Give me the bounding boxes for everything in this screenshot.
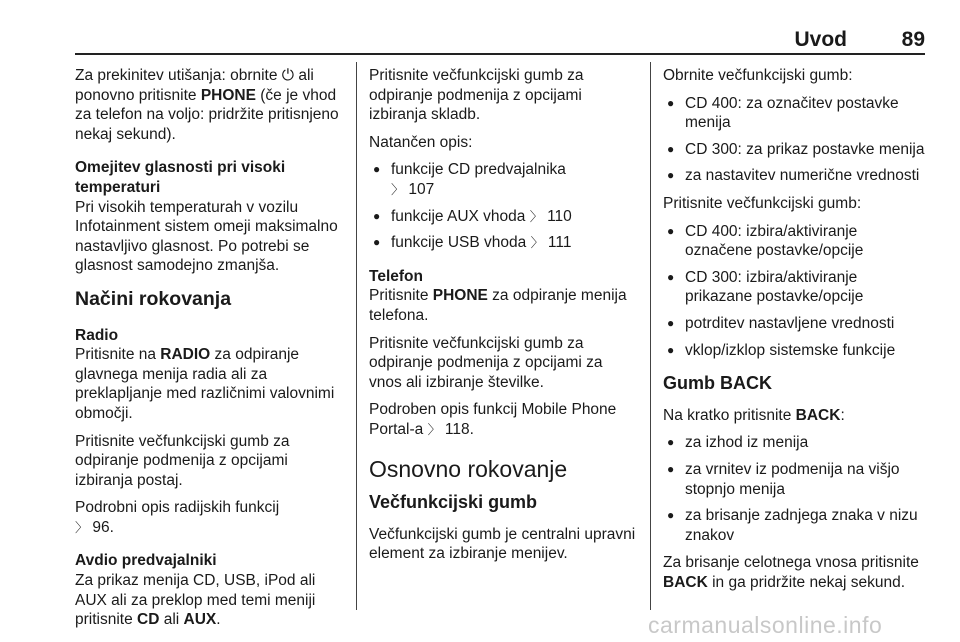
page-number: 89 (901, 28, 925, 51)
paragraph: Natančen opis: (369, 133, 473, 151)
list-item: ● za nastavitev numerične vrednosti (663, 166, 925, 186)
heading-audio: Avdio predvajalniki (75, 552, 217, 570)
paragraph: Pri visokih temperaturah v vozilu Infotainment sistem omeji maksimalno nastavljivo glasnost. Po potrebi se glasnost samodejno zmanjša. (75, 198, 338, 275)
button-label: BACK (663, 573, 708, 591)
column-2 (369, 66, 639, 572)
column-divider (650, 62, 651, 610)
button-label: RADIO (160, 346, 211, 364)
paragraph: Za prikaz menija CD, USB, iPod ali AUX ali za preklop med temi meniji pritisnite CD ali AUX. (75, 572, 316, 629)
column-divider (356, 62, 357, 610)
heading-multifunction-knob: Večfunkcijski gumb (369, 492, 538, 513)
button-label: PHONE (200, 86, 256, 104)
button-label: CD (137, 611, 160, 629)
heading-radio: Radio (75, 326, 119, 344)
page-reference[interactable]: 107 (408, 180, 435, 198)
bullet-list (663, 94, 925, 186)
paragraph: Na kratko pritisnite BACK: (663, 406, 845, 424)
reference-arrow-icon: 〉 (75, 519, 89, 535)
reference-arrow-icon: 〉 (391, 181, 405, 197)
list-item: ● vklop/izklop sistemske funkcije (663, 341, 925, 361)
list-item: ● funkcije AUX vhoda 〉 110 (369, 207, 639, 227)
button-label: AUX (183, 611, 217, 629)
heading-temperature: Omejitev glasnosti pri visoki temperaturi (75, 159, 286, 196)
page-reference[interactable]: 118. (444, 420, 474, 438)
column-1 (75, 66, 345, 638)
paragraph: Podroben opis funkcij Mobile Phone Portal-a 〉 118. (369, 401, 617, 438)
button-label: BACK (795, 406, 841, 424)
heading-basic-operation: Osnovno rokovanje (369, 455, 568, 482)
bullet-list (369, 160, 639, 252)
list-item: ● funkcije USB vhoda 〉 111 (369, 233, 639, 253)
header-rule (75, 53, 925, 55)
page-reference[interactable]: 96. (92, 518, 114, 536)
paragraph: Pritisnite večfunkcijski gumb za odpiranje podmenija z opcijami izbiranja postaj. (75, 432, 290, 489)
bullet-list (663, 433, 925, 545)
page-title: Uvod (794, 28, 847, 51)
paragraph: Obrnite večfunkcijski gumb: (663, 67, 853, 84)
paragraph: Podrobni opis radijskih funkcij 〉 96. (75, 499, 280, 536)
bullet-list (663, 222, 925, 361)
heading-telephone: Telefon (369, 267, 423, 285)
list-item: ● CD 400: izbira/aktiviranje označene postavke/opcije (663, 222, 925, 261)
paragraph: Pritisnite večfunkcijski gumb za odpiranje podmenija z opcijami izbiranja skladb. (369, 67, 584, 124)
reference-arrow-icon: 〉 (427, 421, 441, 437)
paragraph: Za prekinitev utišanja: obrnite ⏻ ali ponovno pritisnite PHONE (če je vhod za telefon na voljo: pridržite pritisnjeno nekaj sekund). (75, 67, 339, 143)
paragraph: Za brisanje celotnega vnosa pritisnite BACK in ga pridržite nekaj sekund. (663, 554, 919, 591)
power-icon: ⏻ (281, 67, 295, 84)
list-item: ● potrditev nastavljene vrednosti (663, 314, 925, 334)
list-item: ● CD 400: za označitev postavke menija (663, 94, 925, 133)
paragraph: Pritisnite PHONE za odpiranje menija telefona. (369, 287, 627, 324)
paragraph: Pritisnite večfunkcijski gumb: (663, 194, 862, 212)
watermark: carmanualsonline.info (648, 612, 883, 638)
heading-back-button: Gumb BACK (663, 373, 772, 394)
paragraph: Večfunkcijski gumb je centralni upravni element za izbiranje menijev. (369, 525, 636, 563)
page-header (75, 28, 925, 50)
heading-modes: Načini rokovanja (75, 287, 232, 310)
paragraph: Pritisnite na RADIO za odpiranje glavnega menija radia ali za preklapljanje med različnimi valovnimi območji. (75, 346, 335, 422)
list-item: ● CD 300: za prikaz postavke menija (663, 140, 925, 160)
page-reference[interactable]: 111 (547, 234, 572, 252)
button-label: PHONE (432, 287, 488, 305)
page-reference[interactable]: 110 (547, 207, 572, 225)
list-item: ● funkcije CD predvajalnika 〉 107 (369, 160, 639, 199)
list-item: ● za vrnitev iz podmenija na višjo stopnjo menija (663, 460, 925, 499)
paragraph: Pritisnite večfunkcijski gumb za odpiranje podmenija z opcijami za vnos ali izbiranje številke. (369, 334, 603, 391)
list-item: ● za izhod iz menija (663, 433, 925, 453)
reference-arrow-icon: 〉 (529, 208, 543, 224)
column-3 (663, 66, 925, 600)
list-item: ● CD 300: izbira/aktiviranje prikazane postavke/opcije (663, 268, 925, 307)
list-item: ● za brisanje zadnjega znaka v nizu znakov (663, 506, 925, 545)
reference-arrow-icon: 〉 (530, 235, 544, 251)
